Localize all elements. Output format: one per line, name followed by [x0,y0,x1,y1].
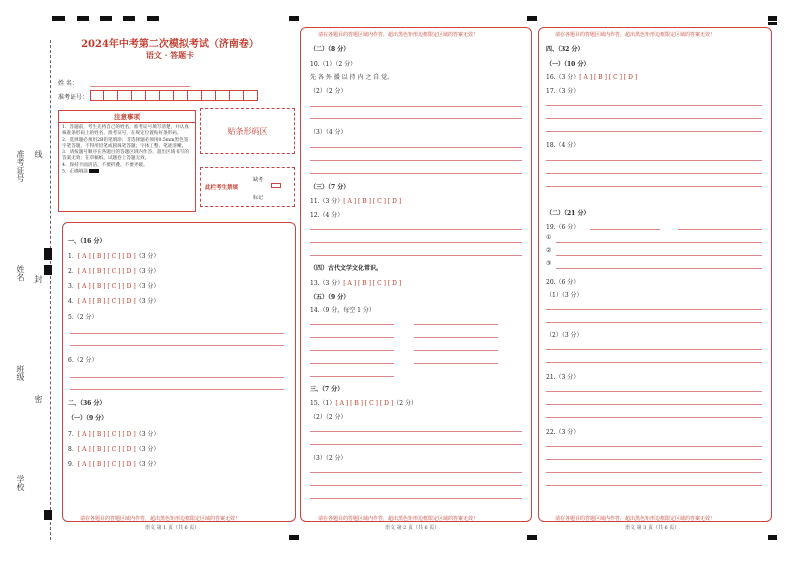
answer-line[interactable] [70,389,284,390]
answer-line[interactable] [310,229,522,230]
name-label: 姓 名： [58,80,78,87]
answer-line[interactable] [546,362,762,363]
answer-line[interactable] [556,242,762,243]
registration-mark [527,16,537,21]
blank-line[interactable] [310,363,394,364]
question-15c: （3）（2 分） [310,455,347,462]
blank-line[interactable] [310,337,394,338]
note-item: 3．请按题号顺序在各题目的答题区域内作答，超出区域书写的答案无效；在草稿纸、试题卷上答题无效。 [62,150,189,162]
question-19: 19.（6 分） [546,224,580,231]
side-label-feng: 封 [34,275,43,283]
side-label-bj: 班级 [16,365,25,381]
question-14: 14.（9 分，每空 1 分） [310,307,375,314]
section-heading: （二）（8 分） [310,46,350,53]
answer-line[interactable] [546,186,762,187]
question-17: 17.（3 分） [546,88,580,95]
blank-line[interactable] [310,350,394,351]
answer-line[interactable] [546,472,762,473]
answer-line[interactable] [310,173,522,174]
question-10c: （3）（4 分） [310,129,347,136]
binding-line [50,40,51,540]
question-10b: （2）（2 分） [310,88,347,95]
question-20b: （2）（3 分） [546,332,583,339]
note-item: 2．选择题必须用2B铅笔填涂；非选择题必须用0.5mm黑色签字笔答题，不得用铅笔或圆珠笔答题；字体工整、笔迹清晰。 [62,137,189,149]
answer-line[interactable] [546,459,762,460]
boundary-notice: 请在各题目的答题区域内作答，超出黑色矩形边框限定区域的答案无效！ [318,516,479,522]
answer-line[interactable] [310,431,522,432]
circle-1: ① [546,234,552,241]
absent-k1: 缺考 [253,177,264,183]
answer-text: 先 各 外 援 以 持 内 之 自 觉。 [310,74,394,81]
page-footer: 语文 第 3 页（共 6 页） [625,525,680,531]
question-2[interactable]: 2．[ A ] [ B ] [ C ] [ D ]（3 分） [68,268,160,275]
answer-line[interactable] [546,160,762,161]
question-21: 21.（3 分） [546,374,580,381]
barcode-label: 贴条形码区 [227,126,268,136]
question-20: 20.（6 分） [546,279,580,286]
page-title: 2024年中考第二次模拟考试（济南卷） [81,39,259,50]
page-footer: 语文 第 1 页（共 6 页） [145,525,200,531]
section-heading: （四）古代文学文化常识。 [310,265,383,272]
answer-line[interactable] [546,404,762,405]
filled-sample-icon [89,169,99,173]
boundary-notice: 请在各题目的答题区域内作答，超出黑色矩形边框限定区域的答案无效！ [555,32,716,38]
question-7[interactable]: 7．[ A ] [ B ] [ C ] [ D ]（3 分） [68,431,160,438]
answer-line[interactable] [556,268,762,269]
side-label-zkzh: 准考证号 [16,150,25,182]
question-8[interactable]: 8．[ A ] [ B ] [ C ] [ D ]（3 分） [68,446,160,453]
answer-line[interactable] [546,173,762,174]
question-6: 6.（2 分） [68,357,98,364]
answer-line[interactable] [556,255,762,256]
answer-line[interactable] [310,485,522,486]
answer-line[interactable] [310,147,522,148]
section-heading: 二、（36 分） [68,400,106,407]
question-9[interactable]: 9．[ A ] [ B ] [ C ] [ D ]（3 分） [68,461,160,468]
section-subheading: （一）（10 分） [546,61,590,68]
registration-mark [44,265,52,275]
section-heading: （二）（21 分） [546,210,590,217]
question-13[interactable]: 13.（3 分）[ A ] [ B ] [ C ] [ D ] [310,280,402,287]
answer-line[interactable] [546,391,762,392]
notes-title: 注意事项 [59,111,195,123]
note-item: 1．答题前，考生先将自己的姓名，准考证号填写清楚，并认真核准条形码上的姓名、准考证号，在规定位置贴好条形码。 [62,125,189,137]
section-heading: 四、（32 分） [546,46,584,53]
absent-checkbox[interactable] [271,183,281,188]
answer-line[interactable] [70,333,284,334]
note-item: 4．保持卡面清洁，不要折叠、不要弄破。 [62,162,148,168]
section-heading: 三、（7 分） [310,386,344,393]
side-label-mi: 密 [34,395,43,403]
answer-line[interactable] [310,498,522,499]
section-heading: 一、（16 分） [68,238,106,245]
registration-mark [289,535,299,540]
page-footer: 语文 第 2 页（共 6 页） [385,525,440,531]
circle-3: ③ [546,260,552,267]
blank-line[interactable] [590,229,660,230]
blank-line[interactable] [414,350,498,351]
answer-line[interactable] [546,446,762,447]
answer-line[interactable] [310,160,522,161]
answer-line[interactable] [546,309,762,310]
answer-line[interactable] [546,485,762,486]
name-field[interactable] [90,86,190,87]
page-subtitle: 语文 · 答题卡 [145,50,195,60]
absent-k2: 标记 [253,195,264,201]
answer-line[interactable] [310,255,522,256]
col3-answer-area [538,27,772,522]
question-15b: （2）（2 分） [310,414,347,421]
col2-answer-area [300,27,532,522]
id-boxes[interactable] [90,90,258,101]
registration-mark [768,22,777,25]
question-12: 12.（4 分） [310,212,344,219]
blank-line[interactable] [414,324,498,325]
absent-box [200,167,295,207]
absent-label: 此栏考生禁填 [205,185,239,191]
answer-line[interactable] [546,105,762,106]
blank-line[interactable] [310,376,394,377]
answer-line[interactable] [310,444,522,445]
boundary-notice: 请在各题目的答题区域内作答，超出黑色矩形边框限定区域的答案无效！ [80,516,241,522]
registration-mark [527,535,537,540]
answer-line[interactable] [310,118,522,119]
question-18: 18.（4 分） [546,142,580,149]
question-11[interactable]: 11.（3 分）[ A ] [ B ] [ C ] [ D ] [310,198,402,205]
question-15[interactable]: 15.（1）[ A ] [ B ] [ C ] [ D ]（2 分） [310,400,417,407]
blank-line[interactable] [414,363,498,364]
answer-line[interactable] [70,345,284,346]
barcode-area [200,108,295,154]
answer-line[interactable] [310,106,522,107]
blank-line[interactable] [678,229,762,230]
answer-line[interactable] [546,349,762,350]
section-subheading: （一）（9 分） [68,415,108,422]
question-16[interactable]: 16.（3 分）[ A ] [ B ] [ C ] [ D ] [546,74,638,81]
registration-mark [100,16,112,21]
registration-mark [147,16,159,21]
section-heading: （五）（9 分） [310,294,350,301]
registration-mark [123,16,135,21]
registration-mark [768,16,777,21]
blank-line[interactable] [310,324,394,325]
note-item: 5．正确填涂 [62,169,88,175]
question-1[interactable]: 1．[ A ] [ B ] [ C ] [ D ]（3 分） [68,253,160,260]
registration-mark [77,16,89,21]
notes-box [58,110,196,212]
circle-2: ② [546,247,552,254]
question-5: 5.（2 分） [68,314,98,321]
side-label-xx: 学校 [16,475,25,491]
answer-line[interactable] [546,118,762,119]
answer-line[interactable] [546,131,762,132]
boundary-notice: 请在各题目的答题区域内作答，超出黑色矩形边框限定区域的答案无效！ [555,516,716,522]
side-label-xian: 线 [34,150,43,158]
registration-mark [52,16,65,21]
question-4[interactable]: 4．[ A ] [ B ] [ C ] [ D ]（3 分） [68,298,160,305]
answer-line[interactable] [310,472,522,473]
answer-line[interactable] [546,417,762,418]
blank-line[interactable] [414,337,498,338]
registration-mark [289,16,299,21]
question-22: 22.（3 分） [546,429,580,436]
registration-mark [44,248,52,260]
question-3[interactable]: 3．[ A ] [ B ] [ C ] [ D ]（3 分） [68,283,160,290]
answer-line[interactable] [70,377,284,378]
side-label-xm: 姓名 [16,265,25,281]
registration-mark [768,535,777,540]
answer-line[interactable] [546,322,762,323]
question-10: 10.（1）（2 分） [310,61,357,68]
registration-mark [44,510,52,520]
id-label: 准考证号： [58,94,89,101]
section-heading: （三）（7 分） [310,184,350,191]
boundary-notice: 请在各题目的答题区域内作答，超出黑色矩形边框限定区域的答案无效！ [318,32,479,38]
answer-line[interactable] [310,242,522,243]
question-20a: （1）（3 分） [546,292,583,299]
